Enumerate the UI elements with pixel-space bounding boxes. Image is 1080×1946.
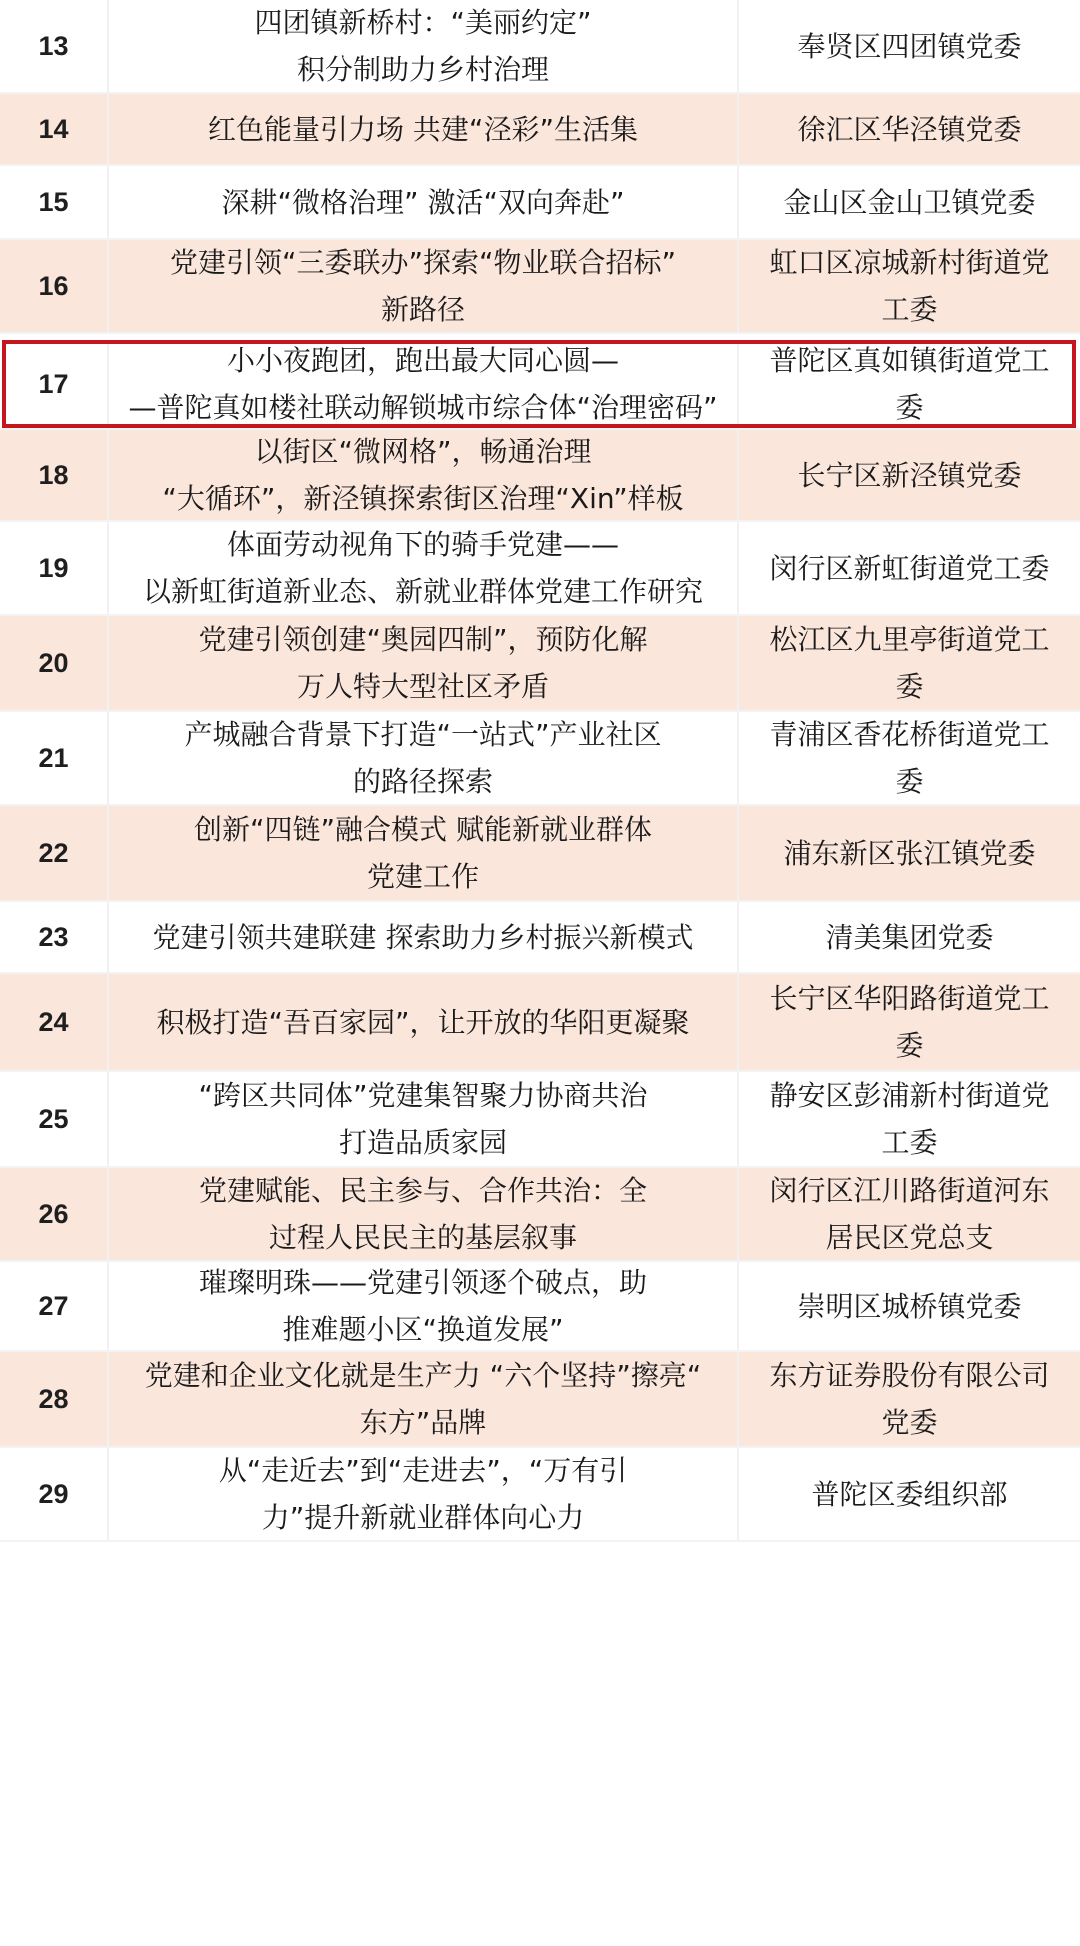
table-row bbox=[0, 522, 1080, 616]
project-title: 创新“四链”融合模式 赋能新就业群体 党建工作 bbox=[107, 806, 737, 900]
table-row bbox=[0, 340, 1080, 430]
organization: 静安区彭浦新村街道党 工委 bbox=[737, 1072, 1080, 1166]
row-number: 14 bbox=[38, 113, 69, 144]
project-title: 四团镇新桥村：“美丽约定” 积分制助力乡村治理 bbox=[107, 0, 737, 92]
row-number: 16 bbox=[38, 270, 69, 301]
project-title: 深耕“微格治理” 激活“双向奔赴” bbox=[107, 166, 737, 238]
organization: 闵行区江川路街道河东 居民区党总支 bbox=[737, 1168, 1080, 1260]
row-number: 27 bbox=[38, 1290, 69, 1321]
organization: 清美集团党委 bbox=[737, 902, 1080, 972]
row-number: 24 bbox=[38, 1006, 69, 1037]
row-number: 28 bbox=[38, 1383, 69, 1414]
organization: 松江区九里亭街道党工 委 bbox=[737, 616, 1080, 710]
project-title: 产城融合背景下打造“一站式”产业社区 的路径探索 bbox=[107, 712, 737, 804]
table-row bbox=[0, 1168, 1080, 1262]
organization: 普陀区委组织部 bbox=[737, 1448, 1080, 1540]
organization: 闵行区新虹街道党工委 bbox=[737, 522, 1080, 614]
project-title: 红色能量引力场 共建“泾彩”生活集 bbox=[107, 94, 737, 164]
row-number: 18 bbox=[38, 459, 69, 490]
row-number: 19 bbox=[38, 552, 69, 583]
row-number: 20 bbox=[38, 647, 69, 678]
organization: 东方证券股份有限公司 党委 bbox=[737, 1352, 1080, 1446]
row-number: 21 bbox=[38, 742, 69, 773]
row-number: 25 bbox=[38, 1103, 69, 1134]
project-title: 璀璨明珠——党建引领逐个破点，助 推难题小区“换道发展” bbox=[107, 1262, 737, 1350]
project-title: 党建引领“三委联办”探索“物业联合招标” 新路径 bbox=[107, 240, 737, 332]
project-title: 党建和企业文化就是生产力 “六个坚持”擦亮“ 东方”品牌 bbox=[107, 1352, 737, 1446]
table-row bbox=[0, 0, 1080, 94]
project-title: 体面劳动视角下的骑手党建—— 以新虹街道新业态、新就业群体党建工作研究 bbox=[107, 522, 737, 614]
table-row bbox=[0, 902, 1080, 974]
table-row bbox=[0, 94, 1080, 166]
project-title: 从“走近去”到“走进去”，“万有引 力”提升新就业群体向心力 bbox=[107, 1448, 737, 1540]
row-number: 22 bbox=[38, 837, 69, 868]
table-row bbox=[0, 1072, 1080, 1168]
row-number: 23 bbox=[38, 921, 69, 952]
organization: 奉贤区四团镇党委 bbox=[737, 0, 1080, 92]
organization: 普陀区真如镇街道党工 委 bbox=[737, 340, 1080, 428]
row-number: 29 bbox=[38, 1478, 69, 1509]
organization: 长宁区华阳路街道党工 委 bbox=[737, 974, 1080, 1070]
organization: 崇明区城桥镇党委 bbox=[737, 1262, 1080, 1350]
project-title: 党建赋能、民主参与、合作共治：全 过程人民民主的基层叙事 bbox=[107, 1168, 737, 1260]
table-row bbox=[0, 1262, 1080, 1352]
row-number: 15 bbox=[38, 186, 69, 217]
row-number: 13 bbox=[38, 30, 69, 61]
table-row bbox=[0, 974, 1080, 1072]
organization: 徐汇区华泾镇党委 bbox=[737, 94, 1080, 164]
project-title: “跨区共同体”党建集智聚力协商共治 打造品质家园 bbox=[107, 1072, 737, 1166]
organization: 浦东新区张江镇党委 bbox=[737, 806, 1080, 900]
organization: 青浦区香花桥街道党工 委 bbox=[737, 712, 1080, 804]
project-title: 党建引领创建“奥园四制”，预防化解 万人特大型社区矛盾 bbox=[107, 616, 737, 710]
row-number: 17 bbox=[38, 368, 69, 399]
table-row bbox=[0, 712, 1080, 806]
project-title: 党建引领共建联建 探索助力乡村振兴新模式 bbox=[107, 902, 737, 972]
organization: 长宁区新泾镇党委 bbox=[737, 430, 1080, 520]
project-title: 积极打造“吾百家园”，让开放的华阳更凝聚 bbox=[107, 974, 737, 1070]
table-row bbox=[0, 430, 1080, 522]
organization: 虹口区凉城新村街道党 工委 bbox=[737, 240, 1080, 332]
project-title: 小小夜跑团，跑出最大同心圆— —普陀真如楼社联动解锁城市综合体“治理密码” bbox=[107, 340, 737, 428]
table-row bbox=[0, 1352, 1080, 1448]
table-row bbox=[0, 166, 1080, 240]
table-row bbox=[0, 616, 1080, 712]
table-row bbox=[0, 240, 1080, 334]
table-row bbox=[0, 1448, 1080, 1542]
row-number: 26 bbox=[38, 1198, 69, 1229]
project-title: 以街区“微网格”，畅通治理 “大循环”，新泾镇探索街区治理“Xin”样板 bbox=[107, 430, 737, 520]
table-row bbox=[0, 806, 1080, 902]
organization: 金山区金山卫镇党委 bbox=[737, 166, 1080, 238]
